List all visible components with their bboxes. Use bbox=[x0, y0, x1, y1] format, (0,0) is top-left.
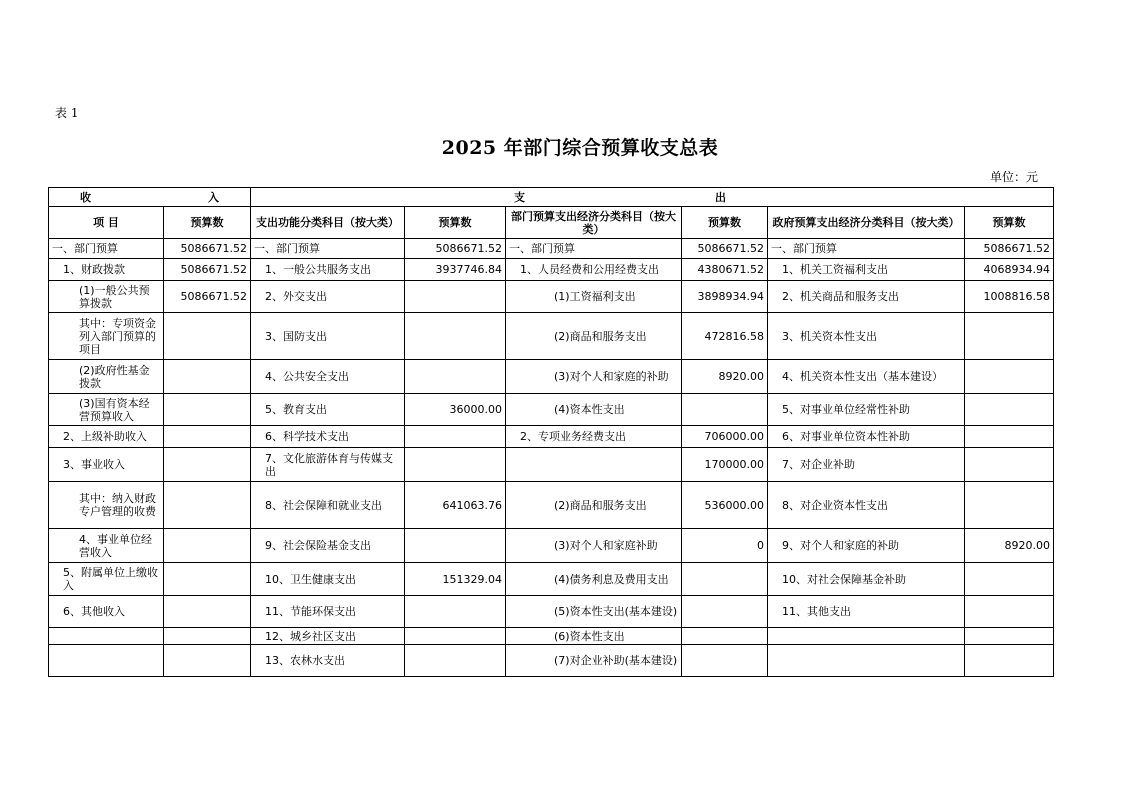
func-item: 10、卫生健康支出 bbox=[251, 563, 405, 596]
col-header-amount: 预算数 bbox=[682, 207, 768, 239]
income-item: 其中：纳入财政专户管理的收费 bbox=[49, 482, 164, 529]
dept-amount: 0 bbox=[682, 529, 768, 563]
table-row bbox=[49, 259, 1054, 281]
func-amount bbox=[405, 645, 506, 677]
income-item: 3、事业收入 bbox=[49, 448, 164, 482]
income-amount bbox=[164, 645, 251, 677]
table-row bbox=[49, 645, 1054, 677]
dept-item: (6)资本性支出 bbox=[506, 628, 682, 645]
table-row bbox=[49, 628, 1054, 645]
dept-item: (2)商品和服务支出 bbox=[506, 482, 682, 529]
gov-amount: 1008816.58 bbox=[965, 281, 1054, 313]
expenditure-section-header bbox=[251, 188, 1054, 207]
table-row bbox=[49, 360, 1054, 394]
dept-item: 2、专项业务经费支出 bbox=[506, 426, 682, 448]
dept-item: (7)对企业补助(基本建设) bbox=[506, 645, 682, 677]
income-item: 一、部门预算 bbox=[49, 239, 164, 259]
unit-label: 单位：元 bbox=[990, 170, 1039, 184]
income-header-right: 入 bbox=[208, 190, 219, 204]
func-item: 1、一般公共服务支出 bbox=[251, 259, 405, 281]
income-item bbox=[49, 628, 164, 645]
func-item: 7、文化旅游体育与传媒支出 bbox=[251, 448, 405, 482]
dept-amount: 706000.00 bbox=[682, 426, 768, 448]
page-title: 2025 年部门综合预算收支总表 bbox=[441, 137, 719, 159]
func-amount bbox=[405, 628, 506, 645]
func-item: 11、节能环保支出 bbox=[251, 596, 405, 628]
gov-item: 一、部门预算 bbox=[768, 239, 965, 259]
income-amount: 5086671.52 bbox=[164, 259, 251, 281]
gov-amount: 8920.00 bbox=[965, 529, 1054, 563]
section-header-row bbox=[49, 188, 1054, 207]
expenditure-header-left: 支 bbox=[514, 190, 525, 204]
func-item: 12、城乡社区支出 bbox=[251, 628, 405, 645]
dept-item bbox=[506, 448, 682, 482]
gov-amount bbox=[965, 448, 1054, 482]
col-header-amount: 预算数 bbox=[965, 207, 1054, 239]
income-header-left: 收 bbox=[80, 190, 91, 204]
dept-item: 一、部门预算 bbox=[506, 239, 682, 259]
gov-item bbox=[768, 628, 965, 645]
func-amount: 641063.76 bbox=[405, 482, 506, 529]
dept-amount bbox=[682, 645, 768, 677]
income-item: 1、财政拨款 bbox=[49, 259, 164, 281]
func-amount bbox=[405, 360, 506, 394]
dept-amount bbox=[682, 394, 768, 426]
income-amount bbox=[164, 360, 251, 394]
column-header-row bbox=[49, 207, 1054, 239]
gov-amount bbox=[965, 596, 1054, 628]
dept-amount: 4380671.52 bbox=[682, 259, 768, 281]
gov-amount bbox=[965, 645, 1054, 677]
gov-amount: 4068934.94 bbox=[965, 259, 1054, 281]
gov-amount bbox=[965, 563, 1054, 596]
income-amount bbox=[164, 313, 251, 360]
gov-amount bbox=[965, 482, 1054, 529]
func-amount: 5086671.52 bbox=[405, 239, 506, 259]
dept-item: (2)商品和服务支出 bbox=[506, 313, 682, 360]
income-amount bbox=[164, 563, 251, 596]
func-amount: 36000.00 bbox=[405, 394, 506, 426]
gov-amount: 5086671.52 bbox=[965, 239, 1054, 259]
table-number-label: 表 1 bbox=[55, 106, 79, 120]
income-item: 2、上级补助收入 bbox=[49, 426, 164, 448]
gov-item: 7、对企业补助 bbox=[768, 448, 965, 482]
income-amount bbox=[164, 596, 251, 628]
table-row bbox=[49, 529, 1054, 563]
gov-amount bbox=[965, 426, 1054, 448]
income-item: (1)一般公共预算拨款 bbox=[49, 281, 164, 313]
income-amount bbox=[164, 426, 251, 448]
func-amount: 151329.04 bbox=[405, 563, 506, 596]
expenditure-header-right: 出 bbox=[715, 190, 726, 204]
table-row bbox=[49, 313, 1054, 360]
income-item: 其中：专项资金列入部门预算的项目 bbox=[49, 313, 164, 360]
gov-amount bbox=[965, 628, 1054, 645]
func-amount bbox=[405, 426, 506, 448]
dept-amount: 5086671.52 bbox=[682, 239, 768, 259]
dept-amount: 3898934.94 bbox=[682, 281, 768, 313]
dept-item: (4)资本性支出 bbox=[506, 394, 682, 426]
gov-item: 2、机关商品和服务支出 bbox=[768, 281, 965, 313]
income-amount bbox=[164, 628, 251, 645]
func-item: 5、教育支出 bbox=[251, 394, 405, 426]
dept-amount: 472816.58 bbox=[682, 313, 768, 360]
income-amount bbox=[164, 482, 251, 529]
func-amount bbox=[405, 281, 506, 313]
gov-item: 10、对社会保障基金补助 bbox=[768, 563, 965, 596]
income-item: 4、事业单位经营收入 bbox=[49, 529, 164, 563]
income-amount: 5086671.52 bbox=[164, 239, 251, 259]
dept-item: (1)工资福利支出 bbox=[506, 281, 682, 313]
col-header-dept-econ-class: 部门预算支出经济分类科目（按大类） bbox=[506, 207, 682, 239]
table-row bbox=[49, 426, 1054, 448]
dept-item: (5)资本性支出(基本建设) bbox=[506, 596, 682, 628]
func-item: 一、部门预算 bbox=[251, 239, 405, 259]
func-item: 8、社会保障和就业支出 bbox=[251, 482, 405, 529]
dept-amount bbox=[682, 628, 768, 645]
func-amount: 3937746.84 bbox=[405, 259, 506, 281]
gov-amount bbox=[965, 360, 1054, 394]
table-row bbox=[49, 394, 1054, 426]
income-section-header bbox=[49, 188, 251, 207]
table-row bbox=[49, 482, 1054, 529]
dept-amount: 170000.00 bbox=[682, 448, 768, 482]
gov-item: 5、对事业单位经常性补助 bbox=[768, 394, 965, 426]
dept-item: (4)债务利息及费用支出 bbox=[506, 563, 682, 596]
table-row bbox=[49, 281, 1054, 313]
gov-item: 9、对个人和家庭的补助 bbox=[768, 529, 965, 563]
income-amount bbox=[164, 448, 251, 482]
col-header-amount: 预算数 bbox=[164, 207, 251, 239]
income-item bbox=[49, 645, 164, 677]
dept-item: (3)对个人和家庭的补助 bbox=[506, 360, 682, 394]
gov-amount bbox=[965, 313, 1054, 360]
func-amount bbox=[405, 596, 506, 628]
func-amount bbox=[405, 529, 506, 563]
col-header-item: 项 目 bbox=[49, 207, 164, 239]
gov-amount bbox=[965, 394, 1054, 426]
income-amount bbox=[164, 529, 251, 563]
col-header-amount: 预算数 bbox=[405, 207, 506, 239]
table-row bbox=[49, 563, 1054, 596]
func-item: 3、国防支出 bbox=[251, 313, 405, 360]
dept-item: 1、人员经费和公用经费支出 bbox=[506, 259, 682, 281]
func-amount bbox=[405, 448, 506, 482]
dept-amount bbox=[682, 596, 768, 628]
income-amount bbox=[164, 394, 251, 426]
func-amount bbox=[405, 313, 506, 360]
gov-item: 4、机关资本性支出（基本建设） bbox=[768, 360, 965, 394]
income-item: (2)政府性基金拨款 bbox=[49, 360, 164, 394]
income-item: 6、其他收入 bbox=[49, 596, 164, 628]
budget-table bbox=[48, 187, 1054, 677]
gov-item: 3、机关资本性支出 bbox=[768, 313, 965, 360]
func-item: 2、外交支出 bbox=[251, 281, 405, 313]
gov-item: 8、对企业资本性支出 bbox=[768, 482, 965, 529]
func-item: 4、公共安全支出 bbox=[251, 360, 405, 394]
dept-amount: 536000.00 bbox=[682, 482, 768, 529]
table-row bbox=[49, 448, 1054, 482]
gov-item: 1、机关工资福利支出 bbox=[768, 259, 965, 281]
gov-item: 11、其他支出 bbox=[768, 596, 965, 628]
gov-item: 6、对事业单位资本性补助 bbox=[768, 426, 965, 448]
dept-amount bbox=[682, 563, 768, 596]
gov-item bbox=[768, 645, 965, 677]
table-row bbox=[49, 239, 1054, 259]
dept-amount: 8920.00 bbox=[682, 360, 768, 394]
table-row bbox=[49, 596, 1054, 628]
income-amount: 5086671.52 bbox=[164, 281, 251, 313]
income-item: 5、附属单位上缴收入 bbox=[49, 563, 164, 596]
col-header-gov-econ-class: 政府预算支出经济分类科目（按大类） bbox=[768, 207, 965, 239]
func-item: 9、社会保险基金支出 bbox=[251, 529, 405, 563]
func-item: 13、农林水支出 bbox=[251, 645, 405, 677]
col-header-func-class: 支出功能分类科目（按大类） bbox=[251, 207, 405, 239]
func-item: 6、科学技术支出 bbox=[251, 426, 405, 448]
dept-item: (3)对个人和家庭补助 bbox=[506, 529, 682, 563]
income-item: (3)国有资本经营预算收入 bbox=[49, 394, 164, 426]
